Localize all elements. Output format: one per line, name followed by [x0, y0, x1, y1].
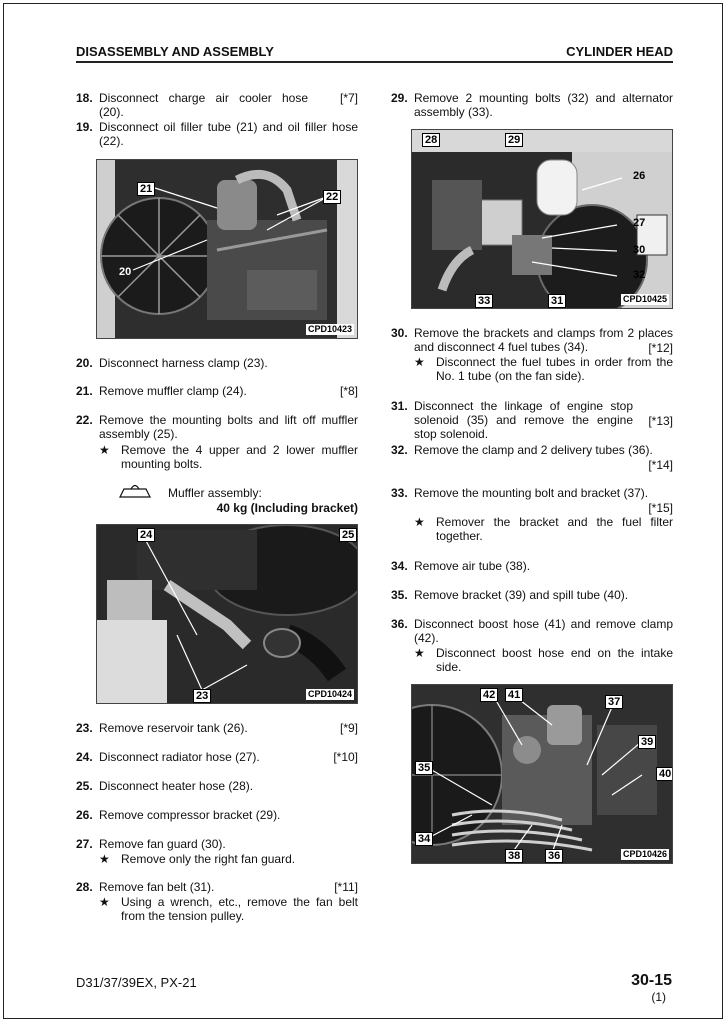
callout-30: 30	[633, 244, 646, 256]
callout-35: 35	[415, 761, 433, 775]
step-number: 33.	[391, 486, 408, 500]
step-text: Disconnect oil filler tube (21) and oil filler hose (22).	[99, 120, 358, 148]
photo-caption: CPD10426	[622, 849, 667, 859]
callout-40: 40	[656, 767, 673, 781]
chapter-title: CYLINDER HEAD	[566, 44, 673, 59]
step-number: 20.	[76, 356, 93, 370]
step-36	[391, 617, 673, 647]
callout-34: 34	[415, 832, 433, 846]
step-text: Remove compressor bracket (29).	[99, 808, 281, 822]
star-icon: ★	[414, 355, 425, 369]
step-text: Remove bracket (39) and spill tube (40).	[414, 588, 629, 602]
revision-number: (1)	[651, 990, 666, 1004]
step-number: 19.	[76, 120, 93, 134]
callout-37: 37	[605, 695, 623, 709]
step-31-ref: [*13]	[648, 414, 673, 428]
callout-38: 38	[505, 849, 523, 863]
callout-39: 39	[638, 735, 656, 749]
step-ref: [*10]	[333, 750, 358, 764]
note-text: Remove the 4 upper and 2 lower muffler mounting bolts.	[121, 443, 358, 471]
page-number: 30-15	[631, 972, 672, 989]
note-text: Disconnect the fuel tubes in order from the No. 1 tube (on the fan side).	[436, 355, 673, 383]
callout-41: 41	[505, 688, 523, 702]
step-ref: [*11]	[334, 880, 358, 894]
callout-36: 36	[545, 849, 563, 863]
callout-24: 24	[137, 528, 155, 542]
star-icon: ★	[414, 646, 425, 660]
weight-icon	[118, 481, 152, 499]
photo-caption: CPD10425	[622, 294, 667, 304]
step-number: 29.	[391, 91, 408, 105]
step-number: 27.	[76, 837, 93, 851]
weight-label: Muffler assembly:	[168, 486, 262, 500]
step-text: Remove muffler clamp (24).	[99, 384, 247, 398]
callout-25: 25	[339, 528, 357, 542]
step-22	[76, 413, 358, 443]
callout-23: 23	[193, 689, 211, 703]
step-text: Remove the brackets and clamps from 2 places and disconnect 4 fuel tubes (34).	[414, 326, 673, 354]
step-text: Disconnect harness clamp (23).	[99, 356, 268, 370]
callout-31: 31	[548, 294, 566, 308]
step-number: 30.	[391, 326, 408, 340]
step-number: 36.	[391, 617, 408, 631]
callout-28: 28	[422, 133, 440, 147]
note-text: Remover the bracket and the fuel filter together.	[436, 515, 673, 543]
note-30	[414, 355, 673, 385]
callout-42: 42	[480, 688, 498, 702]
step-text: Remove the mounting bolts and lift off muffler assembly (25).	[99, 413, 358, 441]
step-text: Remove fan guard (30).	[99, 837, 226, 851]
step-text: Disconnect boost hose (41) and remove clamp (42).	[414, 617, 673, 645]
step-ref: [*7]	[339, 91, 358, 105]
step-number: 22.	[76, 413, 93, 427]
callout-33: 33	[475, 294, 493, 308]
step-30	[391, 326, 673, 356]
step-number: 32.	[391, 443, 408, 457]
step-number: 34.	[391, 559, 408, 573]
photo-muffler	[96, 524, 358, 704]
note-28	[99, 895, 358, 925]
photo-caption: CPD10424	[307, 689, 352, 699]
step-text: Remove the mounting bolt and bracket (37).	[414, 486, 649, 500]
step-number: 21.	[76, 384, 93, 398]
callout-26: 26	[633, 170, 646, 182]
note-text: Disconnect boost hose end on the intake side.	[436, 646, 673, 674]
header-rule	[76, 61, 673, 63]
photo-oil-filler	[96, 159, 358, 339]
callout-27: 27	[633, 217, 646, 229]
step-text: Remove reservoir tank (26).	[99, 721, 248, 735]
step-32-ref: [*14]	[648, 458, 673, 472]
note-text: Using a wrench, etc., remove the fan belt from the tension pulley.	[121, 895, 358, 923]
callout-20: 20	[119, 266, 132, 278]
step-30-ref: [*12]	[648, 341, 673, 355]
step-text: Disconnect radiator hose (27).	[99, 750, 260, 764]
page-header	[76, 44, 673, 60]
star-icon: ★	[99, 895, 110, 909]
step-number: 26.	[76, 808, 93, 822]
star-icon: ★	[99, 852, 110, 866]
note-22	[99, 443, 358, 473]
step-number: 18.	[76, 91, 93, 105]
step-number: 25.	[76, 779, 93, 793]
step-text: Remove air tube (38).	[414, 559, 531, 573]
callout-32: 32	[633, 269, 646, 281]
step-ref: [*8]	[339, 384, 358, 398]
step-number: 28.	[76, 880, 93, 894]
step-19	[76, 120, 358, 150]
callout-21: 21	[137, 182, 155, 196]
step-number: 31.	[391, 399, 408, 413]
weight-value: 40 kg (Including bracket)	[216, 501, 358, 515]
step-29	[391, 91, 673, 121]
step-text: Remove 2 mounting bolts (32) and alternator assembly (33).	[414, 91, 673, 119]
step-number: 24.	[76, 750, 93, 764]
star-icon: ★	[414, 515, 425, 529]
step-text: Remove fan belt (31).	[99, 880, 215, 894]
note-text: Remove only the right fan guard.	[121, 852, 296, 866]
note-33	[414, 515, 673, 545]
step-text: Disconnect heater hose (28).	[99, 779, 254, 793]
section-title: DISASSEMBLY AND ASSEMBLY	[76, 44, 274, 59]
photo-alternator	[411, 129, 673, 309]
model-number: D31/37/39EX, PX-21	[76, 975, 197, 990]
callout-22: 22	[323, 190, 341, 204]
photo-fuel-tubes	[411, 684, 673, 864]
note-36	[414, 646, 673, 676]
step-number: 23.	[76, 721, 93, 735]
step-ref: [*9]	[339, 721, 358, 735]
step-text: Disconnect charge air cooler hose (20).	[99, 91, 308, 119]
step-31	[391, 399, 673, 441]
callout-29: 29	[505, 133, 523, 147]
star-icon: ★	[99, 443, 110, 457]
step-number: 35.	[391, 588, 408, 602]
step-text: Remove the clamp and 2 delivery tubes (36).	[414, 443, 653, 457]
step-text: Disconnect the linkage of engine stop solenoid (35) and remove the engine stop solenoid.	[414, 399, 633, 441]
step-33-ref: [*15]	[648, 501, 673, 515]
photo-caption: CPD10423	[307, 324, 352, 334]
